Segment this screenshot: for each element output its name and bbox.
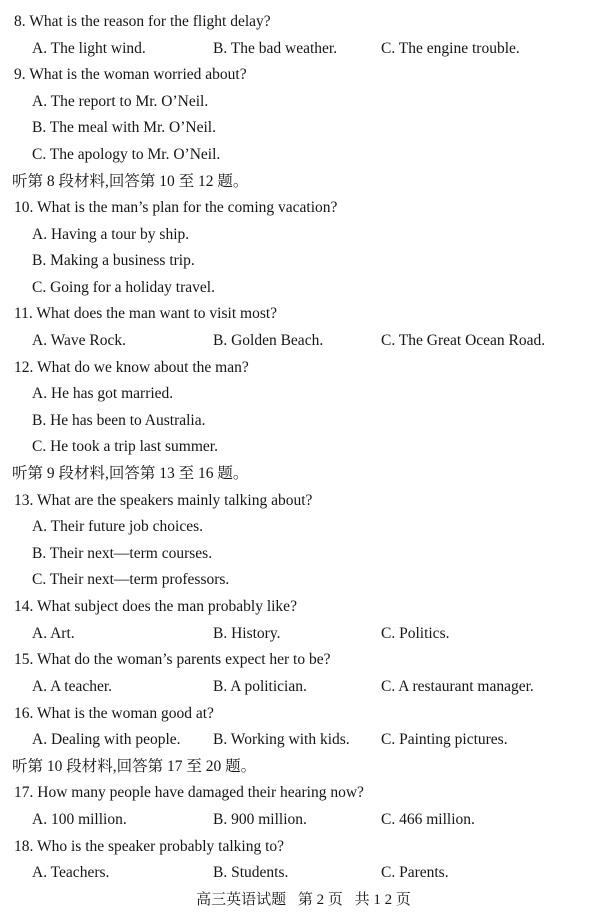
question-14-option-b: B. History. xyxy=(213,625,281,642)
question-9-stem: 9. What is the woman worried about? xyxy=(14,66,247,83)
question-12-stem: 12. What do we know about the man? xyxy=(14,359,249,376)
section-10-instruction: 听第 10 段材料,回答第 17 至 20 题。 xyxy=(12,758,257,775)
question-10-option-c: C. Going for a holiday travel. xyxy=(32,279,215,296)
question-10-option-a: A. Having a tour by ship. xyxy=(32,226,190,243)
question-13-option-a: A. Their future job choices. xyxy=(32,518,204,535)
question-17-option-a: A. 100 million. xyxy=(32,811,127,828)
question-18-option-a: A. Teachers. xyxy=(32,864,110,881)
footer-title: 高三英语试题 xyxy=(196,892,287,908)
question-11-stem: 11. What does the man want to visit most? xyxy=(14,305,278,322)
question-14-option-c: C. Politics. xyxy=(381,625,450,642)
question-12-option-a: A. He has got married. xyxy=(32,385,174,402)
question-11-option-b: B. Golden Beach. xyxy=(213,332,324,349)
question-15-stem: 15. What do the woman’s parents expect her to be? xyxy=(14,651,331,668)
question-16-option-b: B. Working with kids. xyxy=(213,731,350,748)
section-9-instruction: 听第 9 段材料,回答第 13 至 16 题。 xyxy=(12,465,249,482)
question-13-option-c: C. Their next—term professors. xyxy=(32,571,230,588)
question-18-stem: 18. Who is the speaker probably talking to? xyxy=(14,838,285,855)
page-footer xyxy=(0,890,607,910)
question-14-stem: 14. What subject does the man probably like? xyxy=(14,598,297,615)
question-9-option-a: A. The report to Mr. O’Neil. xyxy=(32,93,209,110)
footer-total-pages: 共 1 2 页 xyxy=(354,892,411,908)
question-9-option-c: C. The apology to Mr. O’Neil. xyxy=(32,146,221,163)
question-8-option-b: B. The bad weather. xyxy=(213,40,338,57)
section-8-instruction: 听第 8 段材料,回答第 10 至 12 题。 xyxy=(12,173,249,190)
question-13-stem: 13. What are the speakers mainly talking about? xyxy=(14,492,313,509)
question-17-option-b: B. 900 million. xyxy=(213,811,307,828)
question-18-option-c: C. Parents. xyxy=(381,864,449,881)
question-8-option-c: C. The engine trouble. xyxy=(381,40,520,57)
question-16-stem: 16. What is the woman good at? xyxy=(14,705,214,722)
question-15-option-c: C. A restaurant manager. xyxy=(381,678,534,695)
question-17-stem: 17. How many people have damaged their hearing now? xyxy=(14,784,364,801)
question-13-option-b: B. Their next—term courses. xyxy=(32,545,213,562)
question-8-option-a: A. The light wind. xyxy=(32,40,146,57)
question-9-option-b: B. The meal with Mr. O’Neil. xyxy=(32,119,216,136)
question-15-option-a: A. A teacher. xyxy=(32,678,113,695)
footer-page-number: 第 2 页 xyxy=(297,892,343,908)
question-10-stem: 10. What is the man’s plan for the coming vacation? xyxy=(14,199,338,216)
question-18-option-b: B. Students. xyxy=(213,864,289,881)
question-8-stem: 8. What is the reason for the flight delay? xyxy=(14,13,271,30)
question-12-option-b: B. He has been to Australia. xyxy=(32,412,206,429)
question-16-option-c: C. Painting pictures. xyxy=(381,731,508,748)
question-10-option-b: B. Making a business trip. xyxy=(32,252,195,269)
question-17-option-c: C. 466 million. xyxy=(381,811,475,828)
question-12-option-c: C. He took a trip last summer. xyxy=(32,438,218,455)
question-11-option-c: C. The Great Ocean Road. xyxy=(381,332,546,349)
question-11-option-a: A. Wave Rock. xyxy=(32,332,127,349)
question-16-option-a: A. Dealing with people. xyxy=(32,731,181,748)
question-14-option-a: A. Art. xyxy=(32,625,75,642)
question-15-option-b: B. A politician. xyxy=(213,678,307,695)
